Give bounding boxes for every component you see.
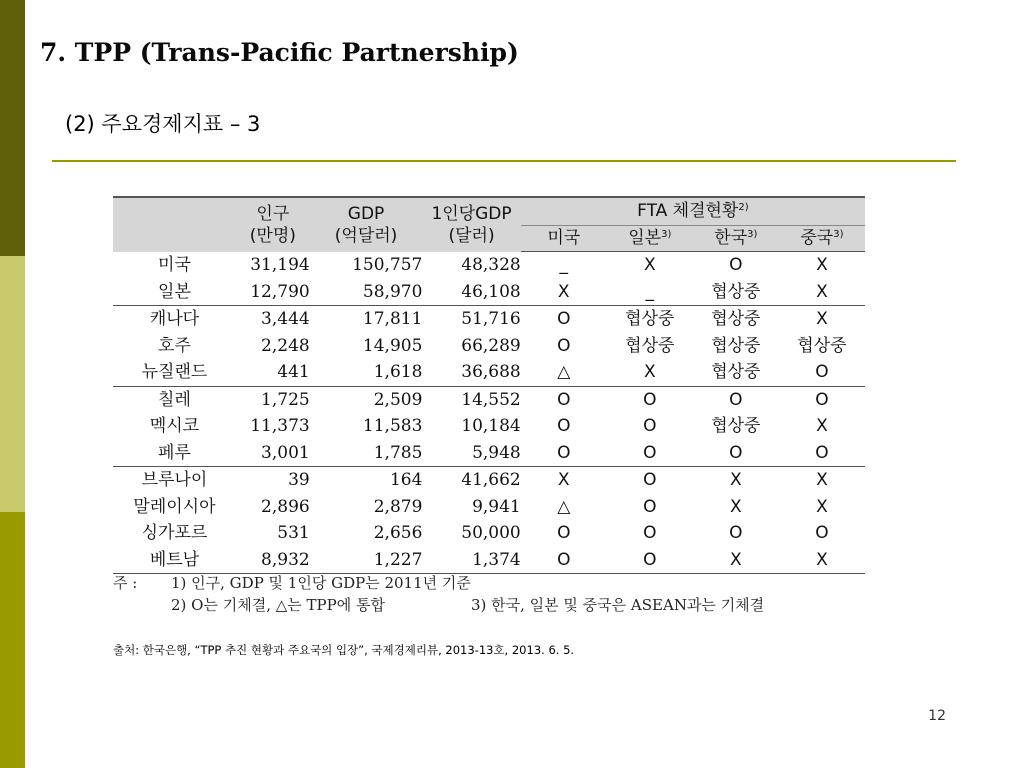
gdp-cell: 2,656 — [373, 523, 423, 544]
sidebar-decoration — [0, 0, 25, 768]
table-row — [113, 386, 865, 413]
fta-china-cell: X — [816, 470, 828, 491]
slide-subtitle: (2) 주요경제지표 – 3 — [65, 112, 261, 136]
fta-us-cell: O — [557, 389, 571, 410]
fta-us-cell: △ — [521, 359, 607, 386]
table-row — [113, 333, 865, 360]
fta-japan-cell: O — [643, 416, 657, 437]
fta-korea-cell: O — [693, 440, 779, 467]
fta-china-cell: X — [779, 279, 865, 306]
note-prefix: 주 : — [113, 574, 138, 592]
fta-japan-cell: _ — [607, 279, 693, 306]
fta-japan-cell: X — [607, 359, 693, 386]
gdp-cell: 164 — [389, 470, 423, 491]
fta-china-cell: X — [816, 416, 828, 437]
source-citation: 출처: 한국은행, “TPP 추진 현황과 주요국의 입장”, 국제경제리뷰, 2013-13호, 2013. 6. 5. — [113, 643, 575, 657]
gdp-cell: 14,905 — [362, 335, 423, 356]
population-cell: 31,194 — [250, 255, 310, 275]
population-cell: 441 — [236, 359, 310, 386]
fta-china-cell: 협상중 — [797, 335, 847, 356]
country-cell: 미국 — [158, 255, 191, 275]
per-capita-cell: 66,289 — [461, 335, 521, 356]
country-cell: 캐나다 — [149, 309, 200, 330]
table-row — [113, 547, 865, 574]
fta-japan-cell: O — [607, 547, 693, 574]
fta-status-header: FTA 체결현황$^{2)}$ — [521, 197, 865, 226]
per-capita-cell: 14,552 — [461, 389, 521, 410]
per-capita-cell: 46,108 — [422, 279, 520, 306]
gdp-cell: 150,757 — [352, 255, 423, 275]
fta-japan-cell: 협상중 — [625, 335, 675, 356]
table-row — [113, 494, 865, 521]
per-capita-cell: 10,184 — [461, 416, 521, 437]
table-row — [113, 359, 865, 386]
per-capita-cell: 9,941 — [472, 496, 521, 517]
note-2: 2) O는 기체결, △는 TPP에 통합 — [171, 596, 385, 614]
population-cell: 3,001 — [236, 440, 310, 467]
fta-us-cell: X — [557, 470, 570, 491]
page-number: 12 — [928, 708, 946, 724]
fta-japan-cell: 협상중 — [625, 309, 675, 330]
fta-china-cell: O — [815, 389, 829, 410]
population-cell: 2,248 — [261, 335, 310, 356]
note-1: 1) 인구, GDP 및 1인당 GDP는 2011년 기준 — [171, 574, 471, 592]
per-capita-gdp-header: 1인당GDP (달러) — [422, 197, 520, 252]
fta-us-cell: O — [557, 309, 571, 330]
per-capita-cell: 36,688 — [422, 359, 520, 386]
fta-us-cell: O — [521, 440, 607, 467]
note-line-1 — [113, 572, 865, 594]
fta-china-cell: O — [779, 359, 865, 386]
gdp-cell: 1,227 — [310, 547, 423, 574]
fta-china-cell: X — [816, 309, 828, 330]
fta-us-header: 미국 — [521, 226, 607, 252]
table-row — [113, 279, 865, 306]
table-row — [113, 520, 865, 547]
table-row — [113, 306, 865, 333]
population-header: 인구 (만명) — [236, 197, 310, 252]
table-row — [113, 252, 865, 279]
population-cell: 12,790 — [236, 279, 310, 306]
gdp-cell: 11,583 — [362, 416, 423, 437]
country-cell: 베트남 — [113, 547, 236, 574]
fta-korea-cell: X — [730, 470, 742, 491]
country-cell: 페루 — [113, 440, 236, 467]
sidebar-band-bottom — [0, 512, 25, 768]
fta-korea-cell: X — [693, 547, 779, 574]
fta-us-cell: X — [521, 279, 607, 306]
population-cell: 11,373 — [250, 416, 310, 437]
fta-korea-cell: O — [729, 389, 743, 410]
fta-japan-cell: O — [643, 470, 657, 491]
fta-china-cell: O — [815, 523, 829, 544]
note-3: 3) 한국, 일본 및 중국은 ASEAN과는 기체결 — [471, 596, 765, 614]
fta-korea-cell: O — [729, 255, 743, 276]
fta-china-cell: X — [779, 547, 865, 574]
country-cell: 브루나이 — [141, 470, 208, 491]
population-cell: 8,932 — [236, 547, 310, 574]
fta-japan-cell: O — [643, 496, 657, 517]
population-cell: 39 — [288, 470, 310, 491]
gdp-cell: 1,618 — [310, 359, 423, 386]
table-row — [113, 467, 865, 494]
country-cell: 뉴질랜드 — [113, 359, 236, 386]
gdp-cell: 58,970 — [310, 279, 423, 306]
fta-us-cell: O — [557, 523, 571, 544]
fta-japan-cell: X — [643, 255, 656, 276]
fta-china-cell: X — [816, 255, 828, 276]
table-row — [113, 413, 865, 440]
table-row — [113, 440, 865, 467]
per-capita-cell: 51,716 — [461, 309, 521, 330]
fta-korea-cell: 협상중 — [711, 335, 761, 356]
fta-us-cell: O — [521, 547, 607, 574]
per-capita-cell: 48,328 — [461, 255, 521, 275]
per-capita-cell: 5,948 — [422, 440, 520, 467]
fta-korea-cell: 협상중 — [693, 279, 779, 306]
population-cell: 3,444 — [261, 309, 310, 330]
fta-korea-cell: O — [729, 523, 743, 544]
fta-korea-cell: X — [730, 496, 742, 517]
country-cell: 일본 — [113, 279, 236, 306]
fta-korea-cell: 협상중 — [711, 416, 761, 437]
population-cell: 2,896 — [261, 496, 310, 517]
country-cell: 멕시코 — [149, 416, 200, 437]
fta-japan-cell: O — [643, 389, 657, 410]
economic-indicators-table — [113, 196, 865, 574]
population-cell: 531 — [277, 523, 310, 544]
fta-korea-cell: 협상중 — [711, 309, 761, 330]
country-header — [113, 197, 236, 252]
sidebar-band-top — [0, 0, 25, 256]
country-cell: 말레이시아 — [133, 496, 216, 517]
slide-title: 7. TPP (Trans-Pacific Partnership) — [40, 38, 519, 67]
fta-china-cell: O — [779, 440, 865, 467]
country-cell: 싱가포르 — [141, 523, 208, 544]
note-line-2 — [113, 594, 865, 616]
indicators-table — [113, 196, 865, 574]
title-divider — [52, 160, 956, 162]
fta-korea-header: 한국$^{3)}$ — [693, 226, 779, 252]
fta-us-cell: O — [557, 335, 571, 356]
fta-us-cell: _ — [559, 255, 568, 276]
per-capita-cell: 50,000 — [461, 523, 521, 544]
fta-korea-cell: 협상중 — [693, 359, 779, 386]
table-notes — [113, 572, 865, 616]
country-cell: 호주 — [158, 335, 191, 356]
fta-china-cell: X — [816, 496, 828, 517]
fta-us-cell: △ — [557, 496, 571, 517]
fta-japan-cell: O — [607, 440, 693, 467]
per-capita-cell: 41,662 — [461, 470, 521, 491]
gdp-cell: 17,811 — [362, 309, 423, 330]
fta-japan-cell: O — [643, 523, 657, 544]
gdp-cell: 1,785 — [310, 440, 423, 467]
sidebar-band-middle — [0, 256, 25, 512]
gdp-cell: 2,879 — [373, 496, 423, 517]
fta-japan-header: 일본$^{3)}$ — [607, 226, 693, 252]
country-cell: 칠레 — [158, 389, 191, 410]
fta-china-header: 중국$^{3)}$ — [779, 226, 865, 252]
per-capita-cell: 1,374 — [422, 547, 520, 574]
fta-us-cell: O — [557, 416, 571, 437]
gdp-cell: 2,509 — [373, 389, 423, 410]
population-cell: 1,725 — [261, 389, 310, 410]
gdp-header: GDP (억달러) — [310, 197, 423, 252]
